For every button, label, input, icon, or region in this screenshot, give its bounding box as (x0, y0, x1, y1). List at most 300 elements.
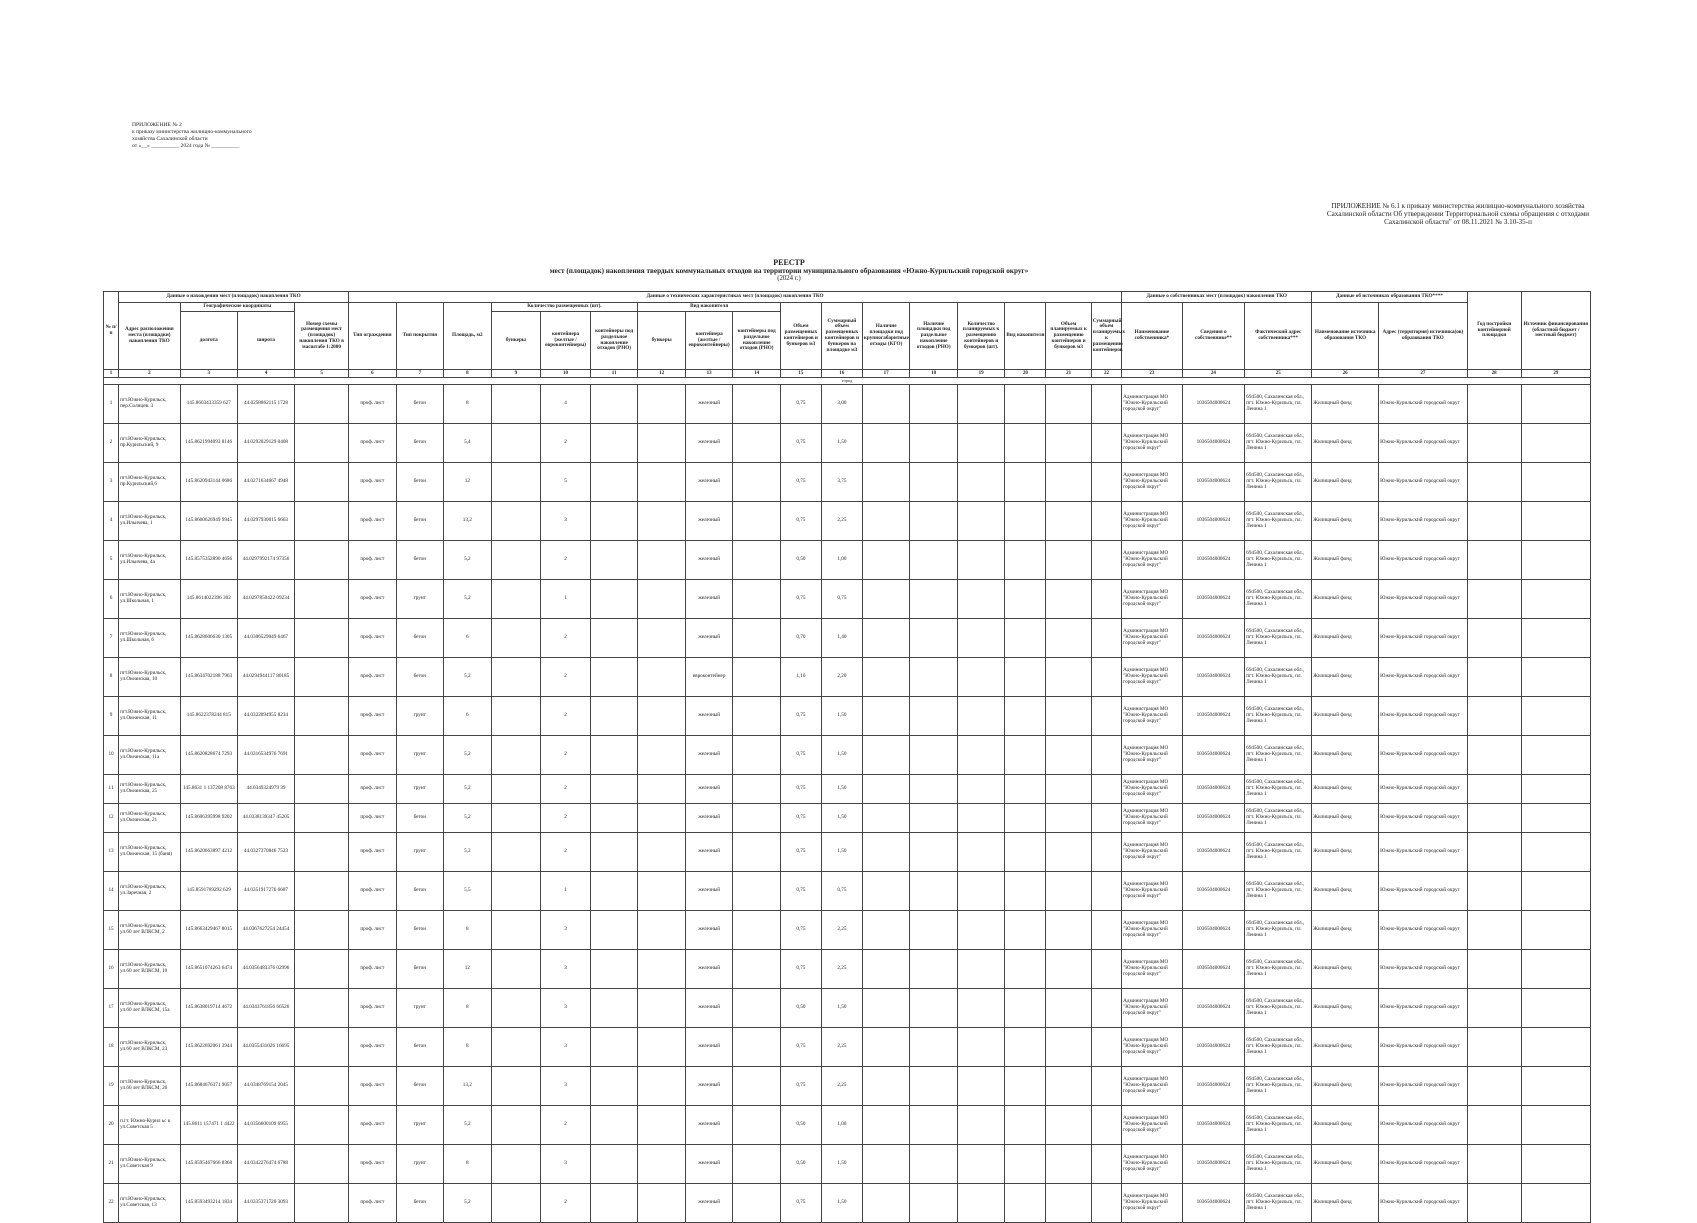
owner-info-cell: 1036504000624 (1182, 775, 1245, 804)
separate-count-cell (590, 1145, 638, 1184)
bunker-count-cell (491, 463, 541, 502)
funding-cell (1521, 804, 1590, 833)
owner-name-cell: Администрация МО "Южно-Курильский городской округ" (1122, 1067, 1182, 1106)
area-cell: 8 (444, 1028, 492, 1067)
year-cell (1467, 463, 1521, 502)
total-volume-cell: 2,20 (821, 658, 862, 697)
source-address-cell: Южно-Курильский городской округ (1379, 775, 1468, 804)
lon-cell: 44.0297992174 97356 (237, 541, 294, 580)
owner-info-cell: 1036504000624 (1182, 872, 1245, 911)
separate-type-cell (733, 989, 781, 1028)
kgo-cell (862, 872, 910, 911)
planned-type-cell (1005, 619, 1046, 658)
separate-type-cell (733, 1145, 781, 1184)
funding-cell (1521, 989, 1590, 1028)
container-count-cell: 2 (541, 658, 591, 697)
volume-cell: 0,50 (780, 1145, 821, 1184)
lat-cell: 145.8603433359 627 (180, 385, 237, 424)
cover-cell: грунт (396, 775, 444, 804)
source-name-cell: Жилищный фонд (1312, 736, 1379, 775)
owner-info-cell: 1036504000624 (1182, 736, 1245, 775)
cover-cell: бетон (396, 1067, 444, 1106)
bunker-type-cell (638, 1067, 686, 1106)
address-cell: пгт.Южно-Курильск, ул.Ильичева, 1 (119, 502, 181, 541)
planned-volume-cell (1046, 950, 1091, 989)
planned-cell (957, 1067, 1005, 1106)
owner-info-cell: 1036504000624 (1182, 502, 1245, 541)
lat-cell: 145.8638019714 4672 (180, 989, 237, 1028)
owner-address-cell: 694500, Сахалинская обл., пгт. Южно-Курильск, пл. Ленина 1 (1245, 950, 1312, 989)
bunker-type-cell (638, 580, 686, 619)
rno-cell (910, 697, 958, 736)
container-count-cell: 1 (541, 872, 591, 911)
table-row (104, 736, 1591, 775)
column-index-cell: 22 (1091, 370, 1121, 378)
fence-cell: проф. лист (349, 424, 397, 463)
cover-cell: бетон (396, 502, 444, 541)
source-name-cell: Жилищный фонд (1312, 989, 1379, 1028)
funding-cell (1521, 775, 1590, 804)
volume-cell: 0,75 (780, 502, 821, 541)
planned-volume-cell (1046, 833, 1091, 872)
cover-cell: бетон (396, 541, 444, 580)
planned-cell (957, 541, 1005, 580)
address-cell: пгт.Южно-Курильск, ул.Школьная, 6 (119, 619, 181, 658)
container-count-cell: 2 (541, 541, 591, 580)
total-volume-cell: 2,25 (821, 950, 862, 989)
container-count-cell: 3 (541, 502, 591, 541)
planned-volume-cell (1046, 804, 1091, 833)
funding-cell (1521, 541, 1590, 580)
rno-cell (910, 950, 958, 989)
planned-type-cell (1005, 950, 1046, 989)
row-number: 19 (104, 1067, 119, 1106)
source-address-cell: Южно-Курильский городской округ (1379, 1067, 1468, 1106)
row-number: 17 (104, 989, 119, 1028)
col-lat-header: долгота (180, 312, 237, 370)
planned-type-cell (1005, 911, 1046, 950)
planned-volume-cell (1046, 580, 1091, 619)
year-cell (1467, 989, 1521, 1028)
owner-address-cell: 694500, Сахалинская обл., пгт. Южно-Курильск, пл. Ленина 1 (1245, 1106, 1312, 1145)
bunker-count-cell (491, 989, 541, 1028)
bunker-type-cell (638, 619, 686, 658)
row-number: 2 (104, 424, 119, 463)
lon-cell: 44.0306529049 6467 (237, 619, 294, 658)
funding-cell (1521, 1067, 1590, 1106)
planned-type-cell (1005, 541, 1046, 580)
cover-cell: грунт (396, 697, 444, 736)
lon-cell: 44.0327370846 7523 (237, 833, 294, 872)
container-type-cell: железный (685, 804, 733, 833)
kgo-cell (862, 1184, 910, 1223)
bunker-count-cell (491, 541, 541, 580)
source-name-cell: Жилищный фонд (1312, 541, 1379, 580)
bunker-count-cell (491, 804, 541, 833)
scheme-cell (295, 697, 349, 736)
owner-address-cell: 694500, Сахалинская обл., пгт. Южно-Курильск, пл. Ленина 1 (1245, 775, 1312, 804)
container-type-cell: железный (685, 989, 733, 1028)
owner-info-cell: 1036504000624 (1182, 385, 1245, 424)
column-index-cell: 16 (821, 370, 862, 378)
register-title-block (450, 258, 1128, 283)
source-address-cell: Южно-Курильский городской округ (1379, 463, 1468, 502)
planned-type-cell (1005, 989, 1046, 1028)
column-index-cell: 18 (910, 370, 958, 378)
source-address-cell: Южно-Курильский городской округ (1379, 1028, 1468, 1067)
area-cell: 8 (444, 989, 492, 1028)
total-volume-cell: 2,25 (821, 1067, 862, 1106)
planned-volume-cell (1046, 989, 1091, 1028)
owner-info-cell: 1036504000624 (1182, 804, 1245, 833)
planned-volume-cell (1046, 1145, 1091, 1184)
table-row (104, 658, 1591, 697)
column-index-cell: 28 (1467, 370, 1521, 378)
source-name-cell: Жилищный фонд (1312, 619, 1379, 658)
source-name-cell: Жилищный фонд (1312, 1106, 1379, 1145)
lon-cell: 44.0297930015 6663 (237, 502, 294, 541)
year-cell (1467, 872, 1521, 911)
rno-cell (910, 1067, 958, 1106)
source-name-cell: Жилищный фонд (1312, 1028, 1379, 1067)
container-count-cell: 3 (541, 1145, 591, 1184)
owner-address-cell: 694500, Сахалинская обл., пгт. Южно-Курильск, пл. Ленина 1 (1245, 1067, 1312, 1106)
cover-cell: бетон (396, 804, 444, 833)
source-name-cell: Жилищный фонд (1312, 658, 1379, 697)
source-address-cell: Южно-Курильский городской округ (1379, 1145, 1468, 1184)
area-cell: 12 (444, 463, 492, 502)
table-row (104, 950, 1591, 989)
cover-cell: бетон (396, 658, 444, 697)
owner-info-cell: 1036504000624 (1182, 619, 1245, 658)
separate-type-cell (733, 619, 781, 658)
separate-type-cell (733, 872, 781, 911)
separate-count-cell (590, 1106, 638, 1145)
planned-type-cell (1005, 1067, 1046, 1106)
column-index-cell: 13 (685, 370, 733, 378)
volume-cell: 0,75 (780, 872, 821, 911)
row-number: 4 (104, 502, 119, 541)
separate-type-cell (733, 385, 781, 424)
col-year-header: Год постройки контейнерной площадки (1467, 292, 1521, 370)
planned-type-cell (1005, 1028, 1046, 1067)
scheme-cell (295, 989, 349, 1028)
planned-cell (957, 619, 1005, 658)
kgo-cell (862, 989, 910, 1028)
planned-volume-cell (1046, 736, 1091, 775)
fence-cell: проф. лист (349, 541, 397, 580)
year-cell (1467, 424, 1521, 463)
row-number: 20 (104, 1106, 119, 1145)
fence-cell: проф. лист (349, 385, 397, 424)
fence-cell: проф. лист (349, 697, 397, 736)
total-volume-cell: 3,75 (821, 463, 862, 502)
lon-cell: 44.0294944117 80185 (237, 658, 294, 697)
col-owner-info-header: Сведения о собственнике** (1182, 303, 1245, 370)
cover-cell: бетон (396, 872, 444, 911)
bunker-count-cell (491, 619, 541, 658)
planned-total-cell (1091, 463, 1121, 502)
top-right-annex: ПРИЛОЖЕНИЕ № 6.1 к приказу министерства жилищно-коммунального хозяйства Сахалинской области Об утверждении Территориальной схемы обращения с отходами Сахалинской области" от 08.11.2021 № 3.10-35-п (1326, 202, 1590, 227)
kgo-cell (862, 1106, 910, 1145)
col-fence-header: Тип ограждения (349, 303, 397, 370)
total-volume-cell: 1,50 (821, 424, 862, 463)
planned-cell (957, 1106, 1005, 1145)
row-number: 5 (104, 541, 119, 580)
planned-cell (957, 502, 1005, 541)
planned-total-cell (1091, 833, 1121, 872)
fence-cell: проф. лист (349, 1067, 397, 1106)
source-address-cell: Южно-Курильский городской округ (1379, 989, 1468, 1028)
kgo-cell (862, 385, 910, 424)
funding-cell (1521, 658, 1590, 697)
address-cell: пгт.Южно-Курильск, ул.Океанская, 21 (119, 804, 181, 833)
year-cell (1467, 541, 1521, 580)
address-cell: п.гт. Южно-Курил ьс к ул.Советская 5 (119, 1106, 181, 1145)
scheme-cell (295, 385, 349, 424)
scheme-cell (295, 580, 349, 619)
section-location-header: Данные о нахождении мест (площадок) накопления ТКО (119, 292, 349, 303)
year-cell (1467, 775, 1521, 804)
container-type-cell: железный (685, 1106, 733, 1145)
funding-cell (1521, 872, 1590, 911)
planned-type-cell (1005, 833, 1046, 872)
table-row (104, 502, 1591, 541)
bunker-type-cell (638, 424, 686, 463)
container-type-cell: железный (685, 697, 733, 736)
owner-name-cell: Администрация МО "Южно-Курильский городской округ" (1122, 580, 1182, 619)
lon-cell: 44.0351917276 6687 (237, 872, 294, 911)
kgo-cell (862, 833, 910, 872)
total-volume-cell: 1,00 (821, 1106, 862, 1145)
planned-cell (957, 580, 1005, 619)
owner-name-cell: Администрация МО "Южно-Курильский городской округ" (1122, 872, 1182, 911)
separate-count-cell (590, 502, 638, 541)
column-index-cell: 11 (590, 370, 638, 378)
row-number: 18 (104, 1028, 119, 1067)
row-number: 9 (104, 697, 119, 736)
bunker-count-cell (491, 697, 541, 736)
scheme-cell (295, 424, 349, 463)
lon-cell: 44.0297850422 09234 (237, 580, 294, 619)
cover-cell: грунт (396, 1145, 444, 1184)
address-cell: пгт.Южно-Курильск, ул.60 лет ВЛКСМ, 23 (119, 1028, 181, 1067)
planned-cell (957, 463, 1005, 502)
area-cell: 5,4 (444, 424, 492, 463)
funding-cell (1521, 1184, 1590, 1223)
source-address-cell: Южно-Курильский городской округ (1379, 1184, 1468, 1223)
source-name-cell: Жилищный фонд (1312, 804, 1379, 833)
source-address-cell: Южно-Курильский городской округ (1379, 658, 1468, 697)
source-address-cell: Южно-Курильский городской округ (1379, 833, 1468, 872)
planned-volume-cell (1046, 911, 1091, 950)
table-header (104, 292, 1591, 370)
col-planned-volume-header: Объем планируемых к размещению контейнеров и бункеров м3 (1046, 303, 1091, 370)
address-cell: пгт.Южно-Курильск, ул.60 лет ВЛКСМ, 2 (119, 911, 181, 950)
owner-address-cell: 694500, Сахалинская обл., пгт. Южно-Курильск, пл. Ленина 1 (1245, 911, 1312, 950)
lat-cell: 145.8575352890 4656 (180, 541, 237, 580)
fence-cell: проф. лист (349, 911, 397, 950)
lon-cell: 44.0356600109 6955 (237, 1106, 294, 1145)
owner-info-cell: 1036504000624 (1182, 989, 1245, 1028)
planned-cell (957, 872, 1005, 911)
planned-cell (957, 804, 1005, 833)
column-index-row (104, 370, 1591, 378)
lon-cell: 44.0349324979 39 (237, 775, 294, 804)
volume-cell: 0,75 (780, 775, 821, 804)
source-address-cell: Южно-Курильский городской округ (1379, 541, 1468, 580)
col-scheme-header: Номер схемы размещения мест (площадок) накопления ТКО в масштабе 1:2000 (295, 303, 349, 370)
row-number: 14 (104, 872, 119, 911)
owner-address-cell: 694500, Сахалинская обл., пгт. Южно-Курильск, пл. Ленина 1 (1245, 697, 1312, 736)
separate-count-cell (590, 950, 638, 989)
column-index-cell: 9 (491, 370, 541, 378)
area-cell: 13,2 (444, 502, 492, 541)
year-cell (1467, 1145, 1521, 1184)
total-volume-cell: 0,75 (821, 872, 862, 911)
separate-type-cell (733, 1106, 781, 1145)
fence-cell: проф. лист (349, 833, 397, 872)
bunker-count-cell (491, 502, 541, 541)
lon-cell: 44.0258862115 1728 (237, 385, 294, 424)
planned-total-cell (1091, 1067, 1121, 1106)
separate-count-cell (590, 697, 638, 736)
total-volume-cell: 2,25 (821, 1028, 862, 1067)
planned-volume-cell (1046, 1028, 1091, 1067)
container-count-cell: 1 (541, 580, 591, 619)
planned-total-cell (1091, 911, 1121, 950)
volume-cell: 0,75 (780, 911, 821, 950)
table-row (104, 580, 1591, 619)
owner-address-cell: 694500, Сахалинская обл., пгт. Южно-Курильск, пл. Ленина 1 (1245, 736, 1312, 775)
col-planned-header: Количество планируемых к размещению контейнеров и бункеров (шт). (957, 303, 1005, 370)
planned-volume-cell (1046, 619, 1091, 658)
lon-cell: 44.0356483376 02996 (237, 950, 294, 989)
lon-cell: 44.0292029129 0408 (237, 424, 294, 463)
lat-cell: 145.8606395998 9202 (180, 804, 237, 833)
rno-cell (910, 385, 958, 424)
planned-cell (957, 911, 1005, 950)
rno-cell (910, 775, 958, 804)
owner-address-cell: 694500, Сахалинская обл., пгт. Южно-Курильск, пл. Ленина 1 (1245, 1028, 1312, 1067)
col-bunker-type-header: бункеры (638, 312, 686, 370)
planned-volume-cell (1046, 1067, 1091, 1106)
container-type-cell: железный (685, 463, 733, 502)
column-index-cell: 15 (780, 370, 821, 378)
planned-cell (957, 833, 1005, 872)
scheme-cell (295, 541, 349, 580)
separate-count-cell (590, 541, 638, 580)
rno-cell (910, 804, 958, 833)
container-count-cell: 3 (541, 989, 591, 1028)
scheme-cell (295, 1184, 349, 1223)
owner-address-cell: 694500, Сахалинская обл., пгт. Южно-Курильск, пл. Ленина 1 (1245, 833, 1312, 872)
container-type-cell: железный (685, 872, 733, 911)
separate-type-cell (733, 804, 781, 833)
column-index-cell: 21 (1046, 370, 1091, 378)
planned-cell (957, 736, 1005, 775)
area-cell: 8 (444, 911, 492, 950)
volume-cell: 0,75 (780, 463, 821, 502)
rno-cell (910, 541, 958, 580)
owner-info-cell: 1036504000624 (1182, 424, 1245, 463)
container-count-cell: 3 (541, 1067, 591, 1106)
column-index-cell: 20 (1005, 370, 1046, 378)
planned-total-cell (1091, 1028, 1121, 1067)
scheme-cell (295, 1145, 349, 1184)
container-type-cell: железный (685, 775, 733, 804)
lat-cell: 145.8631 1 137208 8763 (180, 775, 237, 804)
source-address-cell: Южно-Курильский городской округ (1379, 950, 1468, 989)
container-count-cell: 2 (541, 833, 591, 872)
group-row (104, 378, 1591, 385)
address-cell: пгт.Южно-Курильск, ул.Школьная, 1 (119, 580, 181, 619)
table-row (104, 911, 1591, 950)
table-row (104, 833, 1591, 872)
lat-cell: 145.8611 157471 1 4422 (180, 1106, 237, 1145)
column-index-cell: 1 (104, 370, 119, 378)
owner-name-cell: Администрация МО "Южно-Курильский городской округ" (1122, 804, 1182, 833)
fence-cell: проф. лист (349, 658, 397, 697)
lon-cell: 44.0348769154 2045 (237, 1067, 294, 1106)
volume-cell: 0,75 (780, 736, 821, 775)
address-cell: пгт.Южно-Курильск, ул.Океанская, 11а (119, 736, 181, 775)
col-owner-address-header: Фактический адрес собственника*** (1245, 303, 1312, 370)
separate-type-cell (733, 1028, 781, 1067)
column-index-cell: 29 (1521, 370, 1590, 378)
source-name-cell: Жилищный фонд (1312, 1184, 1379, 1223)
row-number: 22 (104, 1184, 119, 1223)
bunker-type-cell (638, 541, 686, 580)
bunker-type-cell (638, 385, 686, 424)
owner-info-cell: 1036504000624 (1182, 950, 1245, 989)
type-header: Вид накопителя (638, 303, 781, 312)
col-rno-header: Наличие площадки под раздельное накопление отходов (РНО) (910, 303, 958, 370)
col-planned-type-header: Вид накопителя (1005, 303, 1046, 370)
year-cell (1467, 736, 1521, 775)
fence-cell: проф. лист (349, 502, 397, 541)
container-type-cell: железный (685, 1067, 733, 1106)
total-volume-cell: 1,40 (821, 619, 862, 658)
owner-name-cell: Администрация МО "Южно-Курильский городской округ" (1122, 775, 1182, 804)
col-lon-header: широта (237, 312, 294, 370)
rno-cell (910, 736, 958, 775)
funding-cell (1521, 619, 1590, 658)
planned-total-cell (1091, 736, 1121, 775)
area-cell: 5,2 (444, 833, 492, 872)
total-volume-cell: 1,50 (821, 804, 862, 833)
area-cell: 5,5 (444, 872, 492, 911)
scheme-cell (295, 619, 349, 658)
column-index-cell: 4 (237, 370, 294, 378)
area-cell: 5,2 (444, 804, 492, 833)
year-cell (1467, 1106, 1521, 1145)
separate-count-cell (590, 872, 638, 911)
scheme-cell (295, 833, 349, 872)
source-address-cell: Южно-Курильский городской округ (1379, 580, 1468, 619)
register-subtitle: мест (площадок) накопления твердых коммунальных отходов на территории муниципального образования «Южно-Курильский городской округ» (549, 267, 1029, 275)
total-volume-cell: 1,50 (821, 736, 862, 775)
separate-count-cell (590, 619, 638, 658)
address-cell: пгт.Южно-Курильск, пер.Солнцев. 3 (119, 385, 181, 424)
container-count-cell: 3 (541, 950, 591, 989)
scheme-cell (295, 463, 349, 502)
lat-cell: 145.8600626949 9945 (180, 502, 237, 541)
container-type-cell: железный (685, 833, 733, 872)
owner-address-cell: 694500, Сахалинская обл., пгт. Южно-Курильск, пл. Ленина 1 (1245, 1145, 1312, 1184)
source-address-cell: Южно-Курильский городской округ (1379, 424, 1468, 463)
address-cell: пгт.Южно-Курильск, ул.60 лет ВЛКСМ, 10 (119, 950, 181, 989)
